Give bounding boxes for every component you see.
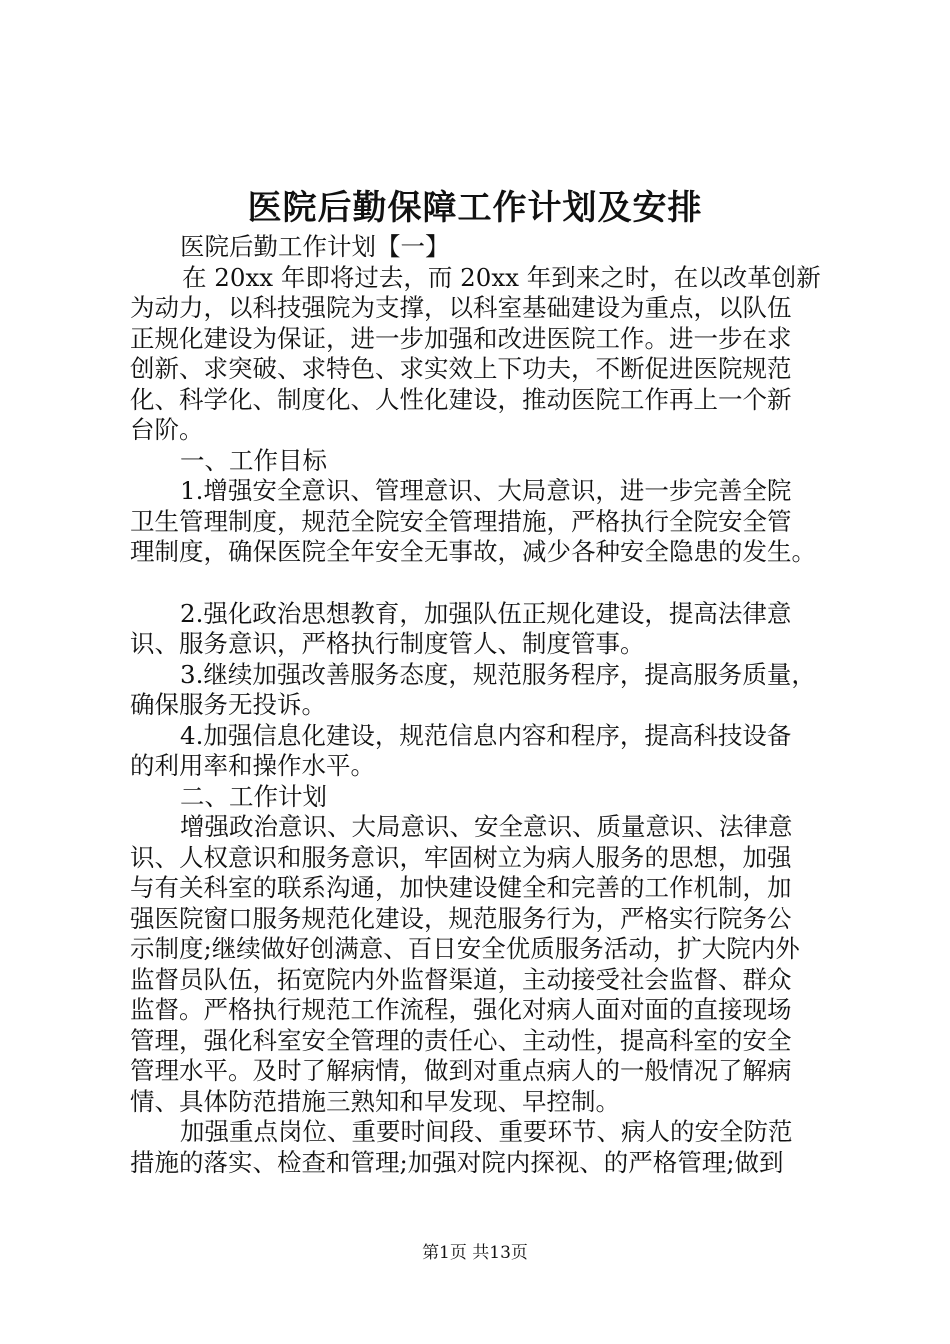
page-footer: 第1页 共13页 xyxy=(422,1243,528,1263)
body-line: 识、人权意识和服务意识，牢固树立为病人服务的思想，加强 xyxy=(130,842,792,872)
body-line: 加强重点岗位、重要时间段、重要环节、病人的安全防范 xyxy=(180,1117,793,1146)
body-line: 理制度，确保医院全年安全无事故，减少各种安全隐患的发生。 xyxy=(130,537,816,566)
section-heading: 一、工作目标 xyxy=(180,445,327,475)
body-line: 在 20xx 年即将过去，而 20xx 年到来之时，在以改革创新 xyxy=(182,262,821,292)
body-line: 管理水平。及时了解病情，做到对重点病人的一般情况了解病 xyxy=(130,1056,792,1085)
body-line: 台阶。 xyxy=(130,415,204,444)
body-line: 卫生管理制度，规范全院安全管理措施，严格执行全院安全管 xyxy=(130,506,792,536)
body-line: 创新、求突破、求特色、求实效上下功夫，不断促进医院规范 xyxy=(130,354,792,383)
body-line: 正规化建设为保证，进一步加强和改进医院工作。进一步在求 xyxy=(130,323,792,353)
body-line: 的利用率和操作水平。 xyxy=(130,751,375,780)
body-line: 2.强化政治思想教育，加强队伍正规化建设，提高法律意 xyxy=(180,598,792,628)
body-line: 示制度;继续做好创满意、百日安全优质服务活动，扩大院内外 xyxy=(130,934,800,963)
body-line: 管理，强化科室安全管理的责任心、主动性，提高科室的安全 xyxy=(130,1025,792,1055)
body-line: 措施的落实、检查和管理;加强对院内探视、的严格管理;做到 xyxy=(130,1147,784,1177)
body-line: 识、服务意识，严格执行制度管人、制度管事。 xyxy=(130,629,645,658)
body-line: 与有关科室的联系沟通，加快建设健全和完善的工作机制，加 xyxy=(130,873,792,902)
body-line: 监督。严格执行规范工作流程，强化对病人面对面的直接现场 xyxy=(130,995,792,1024)
body-line: 化、科学化、制度化、人性化建设，推动医院工作再上一个新 xyxy=(130,384,792,414)
body-line: 监督员队伍，拓宽院内外监督渠道，主动接受社会监督、群众 xyxy=(130,964,792,994)
document-body xyxy=(130,232,830,1178)
section-heading: 医院后勤工作计划【一】 xyxy=(180,232,450,261)
body-line: 3.继续加强改善服务态度，规范服务程序，提高服务质量， xyxy=(180,659,816,689)
body-line: 1.增强安全意识、管理意识、大局意识，进一步完善全院 xyxy=(180,476,792,505)
body-line: 4.加强信息化建设，规范信息内容和程序，提高科技设备 xyxy=(180,720,792,750)
body-line: 情、具体防范措施三熟知和早发现、早控制。 xyxy=(130,1086,620,1116)
body-line: 确保服务无投诉。 xyxy=(130,690,326,719)
section-heading: 二、工作计划 xyxy=(180,781,327,811)
paragraph-gap xyxy=(130,568,830,599)
body-line: 为动力，以科技强院为支撑，以科室基础建设为重点，以队伍 xyxy=(130,293,792,322)
document-title: 医院后勤保障工作计划及安排 xyxy=(247,188,703,228)
body-line: 增强政治意识、大局意识、安全意识、质量意识、法律意 xyxy=(180,812,793,841)
body-line: 强医院窗口服务规范化建设，规范服务行为，严格实行院务公 xyxy=(130,903,792,933)
